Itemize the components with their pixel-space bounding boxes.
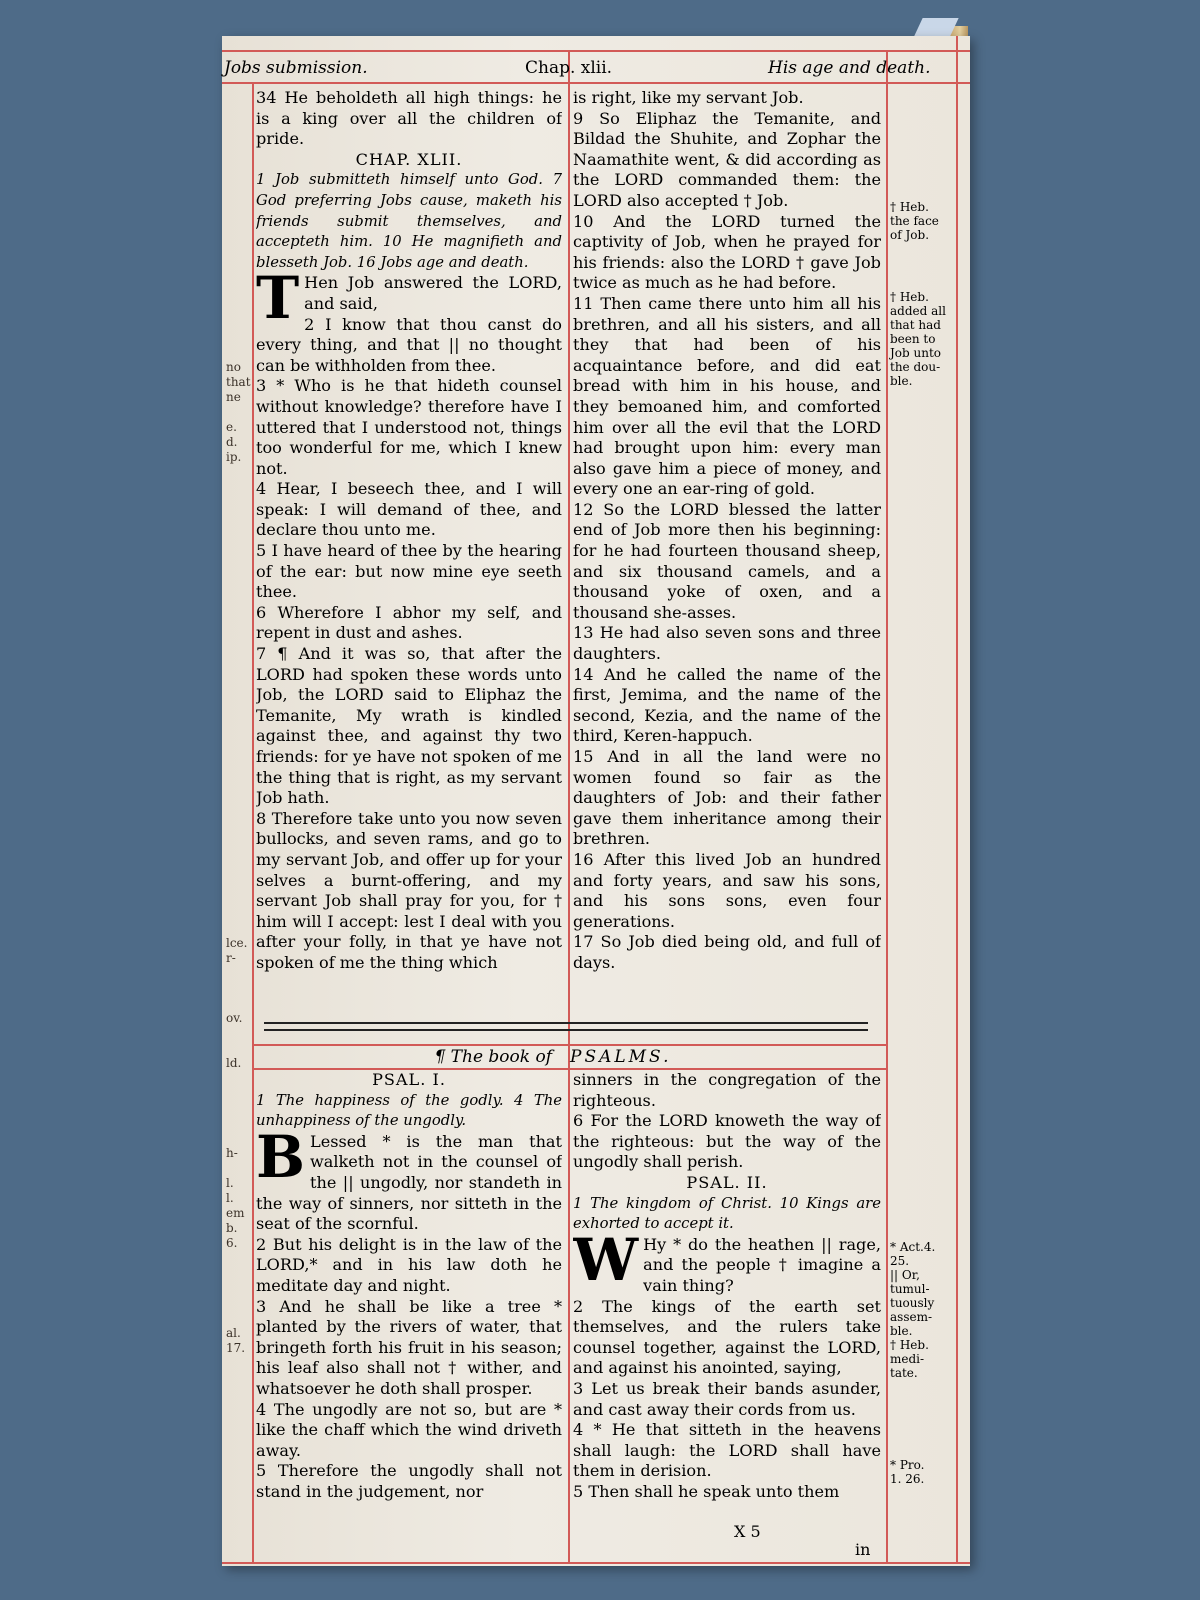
header-top-rule <box>222 50 970 52</box>
verse <box>256 541 562 603</box>
verse-text: Lessed * is the man that walketh not in the counsel of the || ungodly, nor standeth in the way of sinners, nor sitteth in the seat of the scornful. <box>256 1131 562 1234</box>
marginal-note-face-of-job: † Heb. the face of Job. <box>890 200 939 242</box>
verse <box>256 1400 562 1462</box>
verse <box>256 1235 562 1297</box>
running-head-right: His age and death. <box>768 58 931 78</box>
verse-text: 5 Then shall he speak unto them <box>573 1481 840 1501</box>
verse <box>256 809 562 974</box>
verse-text: 7 ¶ And it was so, that after the LORD had spoken these words unto Job, the LORD said to Eliphaz the Temanite, My wrath is kindled against thee, and against thy two friends: for ye have not spoken of me the thing that is right, as my servant Job hath. <box>256 644 562 808</box>
verse <box>256 315 562 377</box>
verse-text: 14 And he called the name of the first, Jemima, and the name of the second, Kezia, and the name of the third, Keren-happuch. <box>573 664 881 746</box>
marginal-note-psalm2: * Act.4. 25. || Or, tumul- tuously assem- ble. † Heb. medi- tate. <box>890 1240 936 1380</box>
book-divider-rule <box>264 1022 868 1024</box>
verse <box>256 88 562 150</box>
left-column-rule <box>252 82 254 1564</box>
verse <box>256 644 562 809</box>
verse-text: 8 Therefore take unto you now seven bullocks, and seven rams, and go to my servant Job, and offer up for your selves a burnt-offering, and my servant Job shall pray for you, for † him will I accept: lest I deal with you after your folly, in that ye have not spoken of me the thing which <box>256 808 562 972</box>
psalms-book-title <box>264 1046 876 1068</box>
signature-mark: X 5 <box>734 1522 761 1541</box>
verse-text: 12 So the LORD blessed the latter end of Job more then his beginning: for he had fourteen thousand sheep, and six thousand camels, and a thousand yoke of oxen, and a thousand she-asses. <box>573 499 881 622</box>
verse <box>573 1070 881 1111</box>
bottom-rule <box>222 1562 970 1564</box>
verse <box>256 1122 562 1235</box>
outer-right-rule <box>956 36 958 1564</box>
catchword: in <box>855 1540 871 1559</box>
chapter-heading <box>573 1173 881 1194</box>
chapter-summary <box>256 1091 562 1132</box>
chapter-summary <box>256 170 562 273</box>
verse <box>573 932 881 973</box>
verse <box>573 1111 881 1173</box>
verse <box>256 479 562 541</box>
verse <box>573 623 881 664</box>
book-divider-rule-2 <box>264 1029 868 1031</box>
center-column-rule <box>568 50 570 1564</box>
verse <box>256 376 562 479</box>
verse-text: 1 The happiness of the godly. 4 The unhappiness of the ungodly. <box>256 1091 562 1130</box>
verse-text: 3 * Who is he that hideth counsel without knowledge? therefore have I uttered that I understood not, things too wonderful for me, which I knew not. <box>256 376 562 478</box>
verse <box>256 603 562 644</box>
verse-text: 16 After this lived Job an hundred and forty years, and saw his sons, and his sons sons, even four generations. <box>573 849 881 931</box>
verse <box>573 212 881 294</box>
left-margin-fragments-lower: lce. r- ov. ld. h- l. l. em b. 6. al. 17. <box>226 936 248 1355</box>
verse <box>573 294 881 500</box>
verse-text: 5 Therefore the ungodly shall not stand in the judgement, nor <box>256 1461 562 1501</box>
verse-text: 11 Then came there unto him all his brethren, and all his sisters, and all they that had been of his acquaintance before, and did eat bread with him in his house, and they bemoaned him, and comforted him over all the evil that the LORD had brought upon him: every man also gave him a piece of money, and every one an ear-ring of gold. <box>573 293 881 499</box>
right-column-rule <box>886 50 888 1564</box>
verse <box>573 1225 881 1297</box>
header-rule <box>222 82 970 84</box>
job-column-right <box>573 88 881 1014</box>
verse <box>256 264 562 333</box>
verse-text: 5 I have heard of thee by the hearing of the ear: but now mine eye seeth thee. <box>256 541 562 602</box>
verse <box>573 109 881 212</box>
verse-text: 2 I know that thou canst do every thing, and that || no thought can be withholden from thee. <box>256 314 562 375</box>
verse-text: 3 Let us break their bands asunder, and cast away their cords from us. <box>573 1378 881 1419</box>
drop-capital: T <box>256 264 300 333</box>
verse <box>573 500 881 624</box>
verse-text: is right, like my servant Job. <box>573 88 804 107</box>
job-column-left <box>256 88 562 1014</box>
marginal-note-proverbs: * Pro. 1. 26. <box>890 1458 925 1486</box>
verse <box>573 747 881 850</box>
verse-text: 34 He beholdeth all high things: he is a king over all the children of pride. <box>256 88 562 149</box>
verse-text: 2 The kings of the earth set themselves, and the rulers take counsel together, against the LORD, and against his anointed, saying, <box>573 1296 881 1378</box>
verse-text: 9 So Eliphaz the Temanite, and Bildad the Shuhite, and Zophar the Naamathite went, & did according as the LORD commanded them: the LORD also accepted † Job. <box>573 108 881 210</box>
book-title-name: PSALMS. <box>570 1047 672 1067</box>
verse-text: 1 Job submitteth himself unto God. 7 God preferring Jobs cause, maketh his friends submit themselves, and accepteth him. 10 He magnifieth and blesseth Job. 16 Jobs age and death. <box>256 171 562 271</box>
verse-text: PSAL. II. <box>686 1172 768 1192</box>
verse-text: 15 And in all the land were no women found so fair as the daughters of Job: and their father gave them inheritance among their brethren. <box>573 747 881 849</box>
verse-text: Hen Job answered the LORD, and said, <box>304 273 562 313</box>
verse-text: 4 Hear, I beseech thee, and I will speak: I will demand of thee, and declare thou unto me. <box>256 479 562 540</box>
chapter-summary <box>573 1194 881 1235</box>
drop-capital: B <box>256 1122 306 1191</box>
verse <box>573 665 881 747</box>
drop-capital: W <box>573 1225 639 1294</box>
verse-text: 13 He had also seven sons and three daughters. <box>573 623 881 664</box>
verse-text: 2 But his delight is in the law of the LORD,* and in his law doth he meditate day and night. <box>256 1234 562 1295</box>
left-margin-fragments-upper: no that ne e. d. ip. <box>226 360 251 464</box>
verse <box>573 1379 881 1420</box>
verse-text: 1 The kingdom of Christ. 10 Kings are exhorted to accept it. <box>573 1194 881 1233</box>
verse <box>573 1420 881 1482</box>
verse <box>573 88 881 109</box>
marginal-note-added-all: † Heb. added all that had been to Job unto the dou- ble. <box>890 290 946 388</box>
verse-text: 4 * He that sitteth in the heavens shall laugh: the LORD shall have them in derision. <box>573 1420 881 1481</box>
running-head-center: Chap. xlii. <box>525 58 613 78</box>
chapter-heading <box>256 1070 562 1091</box>
verse-text: 6 For the LORD knoweth the way of the righteous: but the way of the ungodly shall perish. <box>573 1111 881 1172</box>
chapter-heading <box>256 150 562 171</box>
psalms-column-right <box>573 1070 881 1520</box>
verse <box>573 1482 881 1503</box>
running-head-left: Jobs submission. <box>224 58 368 78</box>
verse <box>573 850 881 932</box>
verse-text: 4 The ungodly are not so, but are * like the chaff which the wind driveth away. <box>256 1399 562 1460</box>
verse-text: 3 And he shall be like a tree * planted by the rivers of water, that bringeth forth his fruit in his season; his leaf also shall not † wither, and whatsoever he doth shall prosper. <box>256 1296 562 1398</box>
verse <box>256 1297 562 1400</box>
verse-text: 10 And the LORD turned the captivity of Job, when he prayed for his friends: also the LORD † gave Job twice as much as he had before. <box>573 211 881 293</box>
verse-text: 6 Wherefore I abhor my self, and repent in dust and ashes. <box>256 602 562 643</box>
verse-text: sinners in the congregation of the righteous. <box>573 1070 881 1110</box>
verse-text: PSAL. I. <box>372 1070 446 1089</box>
verse <box>256 1461 562 1502</box>
verse <box>573 1297 881 1379</box>
book-title-prefix: ¶ The book of <box>434 1047 552 1067</box>
verse-text: CHAP. XLII. <box>355 149 463 169</box>
verse-text: 17 So Job died being old, and full of days. <box>573 932 881 972</box>
verse-text: Hy * do the heathen || rage, and the people † imagine a vain thing? <box>643 1234 881 1295</box>
psalms-column-left <box>256 1070 562 1520</box>
